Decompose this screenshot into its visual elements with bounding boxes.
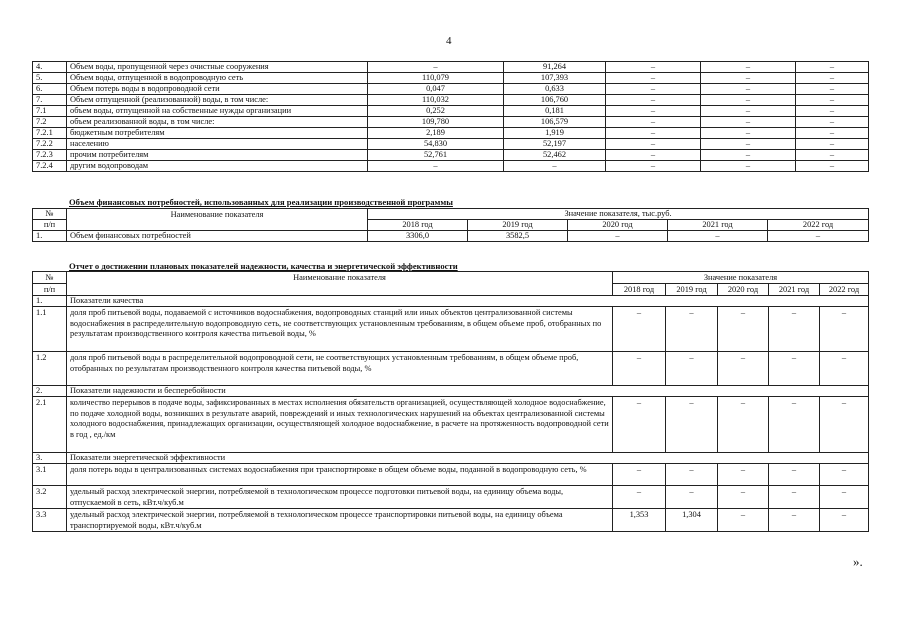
row-value: – [666,307,718,352]
page-number: 4 [446,35,452,47]
row-number: 3.3 [33,509,67,532]
row-number: 1.1 [33,307,67,352]
row-value: – [666,352,718,386]
row-value: 3582,5 [468,231,568,242]
row-value: – [820,509,869,532]
row-number: 7.2.4 [33,161,67,172]
row-name: удельный расход электрической энергии, потребляемой в технологическом процессе транспортировки питьевой воды, на единицу объема транспортируемой воды, кВт.ч/куб.м [67,509,613,532]
row-value: – [718,352,769,386]
number-header-sub: п/п [33,284,67,296]
table-row [33,150,869,161]
row-value: – [606,117,701,128]
row-value: 0,047 [368,84,504,95]
row-name: бюджетным потребителям [67,128,368,139]
row-value: – [606,84,701,95]
row-number: 3.2 [33,486,67,509]
section-title: Показатели качества [67,296,869,307]
row-number: 1. [33,231,67,242]
year-header: 2018 год [613,284,666,296]
row-value: – [666,486,718,509]
row-value: – [701,95,796,106]
row-value: – [701,84,796,95]
row-name: доля проб питьевой воды, подаваемой с источников водоснабжения, водопроводных станций или иных объектов централизованной системы водоснабжения в распределительную водопроводную сеть, не соответствующих установленным требованиям, в общем объеме проб, отобранных по результатам производственного контроля качества питьевой воды, % [67,307,613,352]
section-title: Показатели надежности и бесперебойности [67,386,869,397]
row-value: 52,462 [504,150,606,161]
row-value: – [668,231,768,242]
row-value: – [701,150,796,161]
section-row [33,386,869,397]
row-number: 7.2.3 [33,150,67,161]
row-value: – [718,486,769,509]
row-number: 3. [33,453,67,464]
value-header: Значение показателя [613,272,869,284]
row-name: Объем воды, пропущенной через очистные сооружения [67,62,368,73]
row-value: – [796,128,869,139]
row-value: – [606,106,701,117]
row-number: 5. [33,73,67,84]
row-number: 7.2.1 [33,128,67,139]
row-number: 2. [33,386,67,397]
row-number: 7.2.2 [33,139,67,150]
row-name: населению [67,139,368,150]
closing-mark: ». [853,554,863,569]
row-number: 7.2 [33,117,67,128]
indicator-name-header: Наименование показателя [67,272,613,296]
row-value: – [613,397,666,453]
table-row [33,73,869,84]
year-header: 2022 год [820,284,869,296]
financial-needs-caption: Объем финансовых потребностей, использованных для реализации производственной программы [69,197,453,207]
row-name: Объем финансовых потребностей [67,231,368,242]
row-value: – [606,73,701,84]
water-volume-table [32,61,869,172]
row-name: Объем потерь воды в водопроводной сети [67,84,368,95]
row-value: – [718,509,769,532]
row-value: – [796,117,869,128]
row-value: 0,633 [504,84,606,95]
section-title: Показатели энергетической эффективности [67,453,869,464]
table-row [33,62,869,73]
row-value: – [666,397,718,453]
section-row [33,453,869,464]
row-value: – [769,307,820,352]
row-value: 1,919 [504,128,606,139]
row-name: Объем воды, отпущенной в водопроводную сеть [67,73,368,84]
row-value: – [820,352,869,386]
row-value: – [613,307,666,352]
row-value: – [768,231,869,242]
section-row [33,296,869,307]
row-value: – [606,161,701,172]
row-value: – [613,352,666,386]
row-value: 54,830 [368,139,504,150]
row-name: прочим потребителям [67,150,368,161]
row-number: 7. [33,95,67,106]
table-row [33,352,869,386]
row-value: – [701,117,796,128]
year-header: 2022 год [768,220,869,231]
table-row [33,128,869,139]
row-value: – [769,352,820,386]
row-value: 106,579 [504,117,606,128]
row-value: – [718,397,769,453]
number-header: № [33,272,67,284]
row-value: – [504,161,606,172]
row-number: 3.1 [33,464,67,486]
row-value: – [796,62,869,73]
row-value: 106,760 [504,95,606,106]
year-header: 2021 год [668,220,768,231]
row-value: – [796,95,869,106]
table-row [33,95,869,106]
row-value: – [769,397,820,453]
table-row [33,397,869,453]
row-value: – [769,464,820,486]
row-value: – [606,62,701,73]
financial-needs-table [32,208,869,242]
row-value: – [796,84,869,95]
value-header: Значение показателя, тыс.руб. [368,209,869,220]
table-row [33,486,869,509]
row-value: 2,189 [368,128,504,139]
row-value: – [796,106,869,117]
row-value: – [718,307,769,352]
row-number: 1. [33,296,67,307]
performance-report-caption: Отчет о достижении плановых показателей надежности, качества и энергетической эффективности [69,261,458,271]
row-value: – [796,161,869,172]
row-number: 4. [33,62,67,73]
row-value: – [820,307,869,352]
table-row [33,509,869,532]
row-value: – [796,139,869,150]
row-value: – [769,509,820,532]
row-value: – [701,161,796,172]
table-row [33,84,869,95]
row-number: 2.1 [33,397,67,453]
row-name: объем реализованной воды, в том числе: [67,117,368,128]
number-header-sub: п/п [33,220,67,231]
row-value: – [796,73,869,84]
row-value: – [796,150,869,161]
row-value: 1,304 [666,509,718,532]
row-value: 1,353 [613,509,666,532]
row-value: 91,264 [504,62,606,73]
table-row [33,106,869,117]
row-value: – [606,95,701,106]
row-value: – [701,128,796,139]
row-number: 7.1 [33,106,67,117]
row-value: 110,032 [368,95,504,106]
table-row [33,464,869,486]
row-value: 52,197 [504,139,606,150]
row-value: 3306,0 [368,231,468,242]
row-number: 1.2 [33,352,67,386]
row-name: количество перерывов в подаче воды, зафиксированных в местах исполнения обязательств организацией, осуществляющей холодное водоснабжение, по подаче холодной воды, возникших в результате аварий, повреждений и иных технологических нарушений на объектах централизованной системы холодного водоснабжения, принадлежащих организации, осуществляющей холодное водоснабжение, в расчете на протяженность водопроводной сети в год , ед./км [67,397,613,453]
year-header: 2020 год [568,220,668,231]
row-value: – [701,106,796,117]
table-row [33,139,869,150]
row-value: – [769,486,820,509]
table-row [33,307,869,352]
row-value: – [718,464,769,486]
row-name: доля проб питьевой воды в распределительной водопроводной сети, не соответствующих установленным требованиям, в общем объеме проб, отобранных по результатам производственного контроля качества питьевой воды, % [67,352,613,386]
row-value: – [368,161,504,172]
row-value: – [613,486,666,509]
row-value: – [368,62,504,73]
row-name: другим водопроводам [67,161,368,172]
year-header: 2019 год [468,220,568,231]
row-value: 0,252 [368,106,504,117]
row-value: 107,393 [504,73,606,84]
year-header: 2020 год [718,284,769,296]
year-header: 2021 год [769,284,820,296]
row-value: – [820,397,869,453]
row-value: 52,761 [368,150,504,161]
table-row [33,117,869,128]
row-number: 6. [33,84,67,95]
row-name: доля потерь воды в централизованных системах водоснабжения при транспортировке в общем объеме воды, поданной в водопроводную сеть, % [67,464,613,486]
row-value: – [606,150,701,161]
row-value: – [666,464,718,486]
row-value: – [568,231,668,242]
row-value: – [606,139,701,150]
row-value: – [701,62,796,73]
table-row [33,231,869,242]
year-header: 2019 год [666,284,718,296]
row-name: Объем отпущенной (реализованной) воды, в том числе: [67,95,368,106]
table-row [33,161,869,172]
row-value: – [820,486,869,509]
row-value: 0,181 [504,106,606,117]
row-value: 110,079 [368,73,504,84]
row-value: 109,780 [368,117,504,128]
row-value: – [606,128,701,139]
row-value: – [613,464,666,486]
row-name: объем воды, отпущенной на собственные нужды организации [67,106,368,117]
number-header: № [33,209,67,220]
year-header: 2018 год [368,220,468,231]
row-value: – [701,73,796,84]
row-value: – [701,139,796,150]
row-name: удельный расход электрической энергии, потребляемой в технологическом процессе подготовки питьевой воды, на единицу объема воды, отпускаемой в сеть, кВт.ч/куб.м [67,486,613,509]
row-value: – [820,464,869,486]
performance-indicators-table [32,271,869,532]
indicator-name-header: Наименование показателя [67,209,368,231]
